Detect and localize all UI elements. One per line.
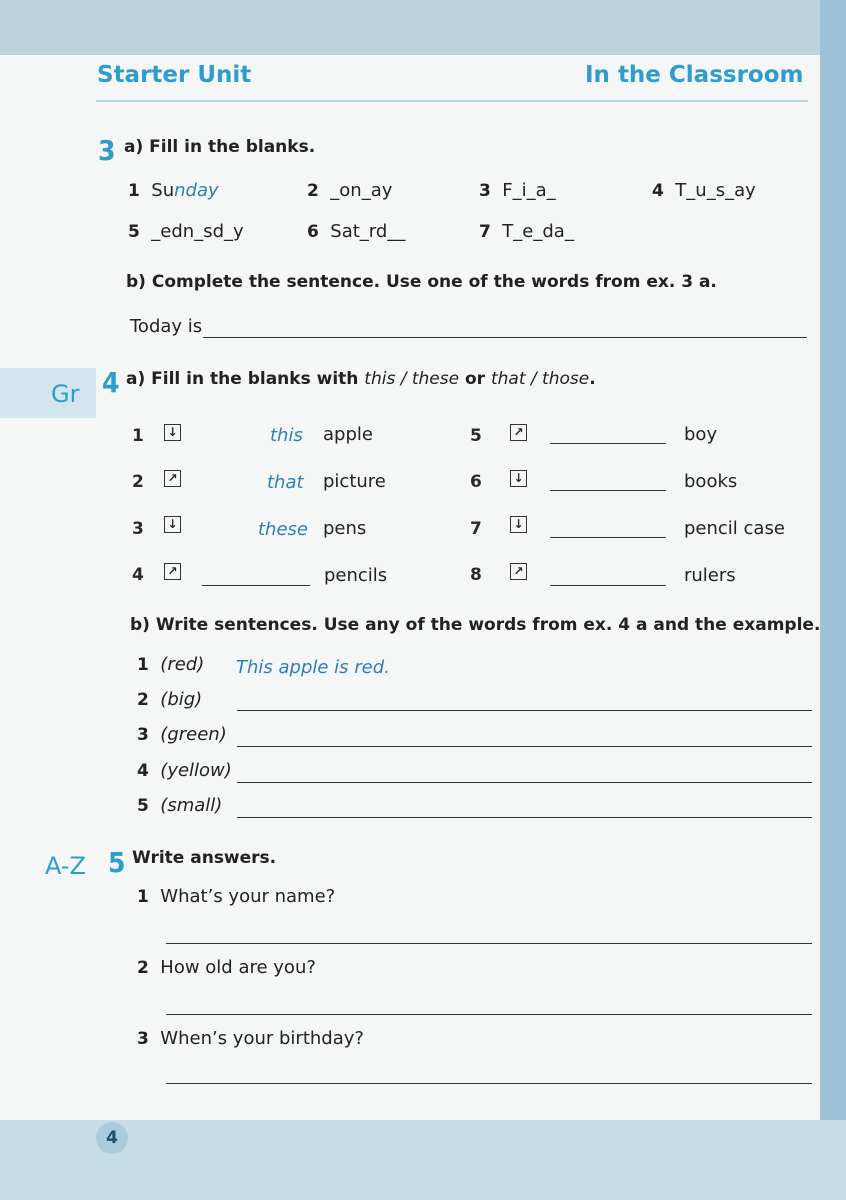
ex4-item-1-number: 1 xyxy=(132,426,144,446)
ex4-item-3-word: pens xyxy=(323,518,367,539)
down-arrow-icon: ↓ xyxy=(510,516,527,533)
ex5-question-3: 3 When’s your birthday? xyxy=(137,1028,364,1049)
ex4-item-2-word: picture xyxy=(323,471,386,492)
diagonal-arrow-icon: ↗ xyxy=(510,424,527,441)
today-is-label: Today is xyxy=(130,316,203,337)
ex5-answer-2-line[interactable] xyxy=(166,1014,812,1015)
lesson-title: In the Classroom xyxy=(585,62,804,88)
diagonal-arrow-icon: ↗ xyxy=(510,563,527,580)
ex4-item-7-word: pencil case xyxy=(684,518,785,539)
ex4-item-8-number: 8 xyxy=(470,565,482,585)
ex4-item-7-number: 7 xyxy=(470,519,482,539)
exercise-3-number: 3 xyxy=(98,134,116,167)
diagonal-arrow-icon: ↗ xyxy=(164,563,181,580)
ex4b-item-3-answer-line[interactable] xyxy=(237,746,812,747)
ex4b-item-5: 5 (small) xyxy=(137,795,223,816)
ex4-item-2-number: 2 xyxy=(132,472,144,492)
down-arrow-icon: ↓ xyxy=(510,470,527,487)
ex3-item-7[interactable]: 7 T_e_da_ xyxy=(479,221,574,242)
ex4-item-6-answer-line[interactable] xyxy=(550,490,666,491)
ex4b-item-4: 4 (yellow) xyxy=(137,760,232,781)
ex4b-item-3: 3 (green) xyxy=(137,724,227,745)
down-arrow-icon: ↓ xyxy=(164,424,181,441)
exercise-3b-instruction: b) Complete the sentence. Use one of the words from ex. 3 a. xyxy=(126,272,717,292)
ex4-item-1-word: apple xyxy=(323,424,373,445)
ex3-item-5[interactable]: 5 _edn_sd_y xyxy=(128,221,244,242)
ex4-item-4-word: pencils xyxy=(324,565,388,586)
ex4b-example-sentence: This apple is red. xyxy=(236,657,390,678)
ex4b-item-2-answer-line[interactable] xyxy=(237,710,812,711)
ex4-item-6-number: 6 xyxy=(470,472,482,492)
exercise-4a-instruction: a) Fill in the blanks with this / these or that / those. xyxy=(126,369,596,389)
top-band xyxy=(0,0,846,55)
ex4-item-1-answer: this xyxy=(270,425,303,446)
ex3-item-4[interactable]: 4 T_u_s_ay xyxy=(652,180,756,201)
ex4-item-5-word: boy xyxy=(684,424,718,445)
header-rule xyxy=(96,100,808,102)
ex5-answer-3-line[interactable] xyxy=(166,1083,812,1084)
grammar-strip xyxy=(0,368,96,418)
diagonal-arrow-icon: ↗ xyxy=(164,470,181,487)
unit-title: Starter Unit xyxy=(97,62,252,88)
ex4-item-5-number: 5 xyxy=(470,426,482,446)
ex5-question-2: 2 How old are you? xyxy=(137,957,316,978)
ex4-item-3-answer: these xyxy=(258,519,308,540)
down-arrow-icon: ↓ xyxy=(164,516,181,533)
ex4-item-4-number: 4 xyxy=(132,565,144,585)
ex3-item-1: 1 Sunday xyxy=(128,180,219,201)
grammar-tag: Gr xyxy=(51,380,80,408)
ex3-item-6[interactable]: 6 Sat_rd__ xyxy=(307,221,406,242)
ex4-item-6-word: books xyxy=(684,471,738,492)
right-band xyxy=(820,0,846,1200)
a-z-tag: A-Z xyxy=(45,852,86,880)
ex4-item-5-answer-line[interactable] xyxy=(550,443,666,444)
page-number: 4 xyxy=(96,1122,128,1154)
ex3-item-3[interactable]: 3 F_i_a_ xyxy=(479,180,556,201)
ex4b-item-2: 2 (big) xyxy=(137,689,203,710)
ex4-item-3-number: 3 xyxy=(132,519,144,539)
ex4b-item-5-answer-line[interactable] xyxy=(237,817,812,818)
exercise-5-instruction: Write answers. xyxy=(132,848,277,868)
ex5-question-1: 1 What’s your name? xyxy=(137,886,336,907)
exercise-4b-instruction: b) Write sentences. Use any of the words from ex. 4 a and the example. xyxy=(130,615,821,635)
ex4-item-8-word: rulers xyxy=(684,565,736,586)
ex4b-item-4-answer-line[interactable] xyxy=(237,782,812,783)
today-is-answer-line[interactable] xyxy=(203,337,807,338)
ex4b-item-1: 1 (red) xyxy=(137,654,205,675)
exercise-4-number: 4 xyxy=(102,366,120,399)
ex5-answer-1-line[interactable] xyxy=(166,943,812,944)
exercise-5-number: 5 xyxy=(108,846,126,879)
exercise-3a-instruction: a) Fill in the blanks. xyxy=(124,137,316,157)
ex4-item-4-answer-line[interactable] xyxy=(202,585,310,586)
ex3-item-2[interactable]: 2 _on_ay xyxy=(307,180,393,201)
ex4-item-8-answer-line[interactable] xyxy=(550,585,666,586)
ex4-item-2-answer: that xyxy=(267,472,304,493)
ex4-item-7-answer-line[interactable] xyxy=(550,537,666,538)
